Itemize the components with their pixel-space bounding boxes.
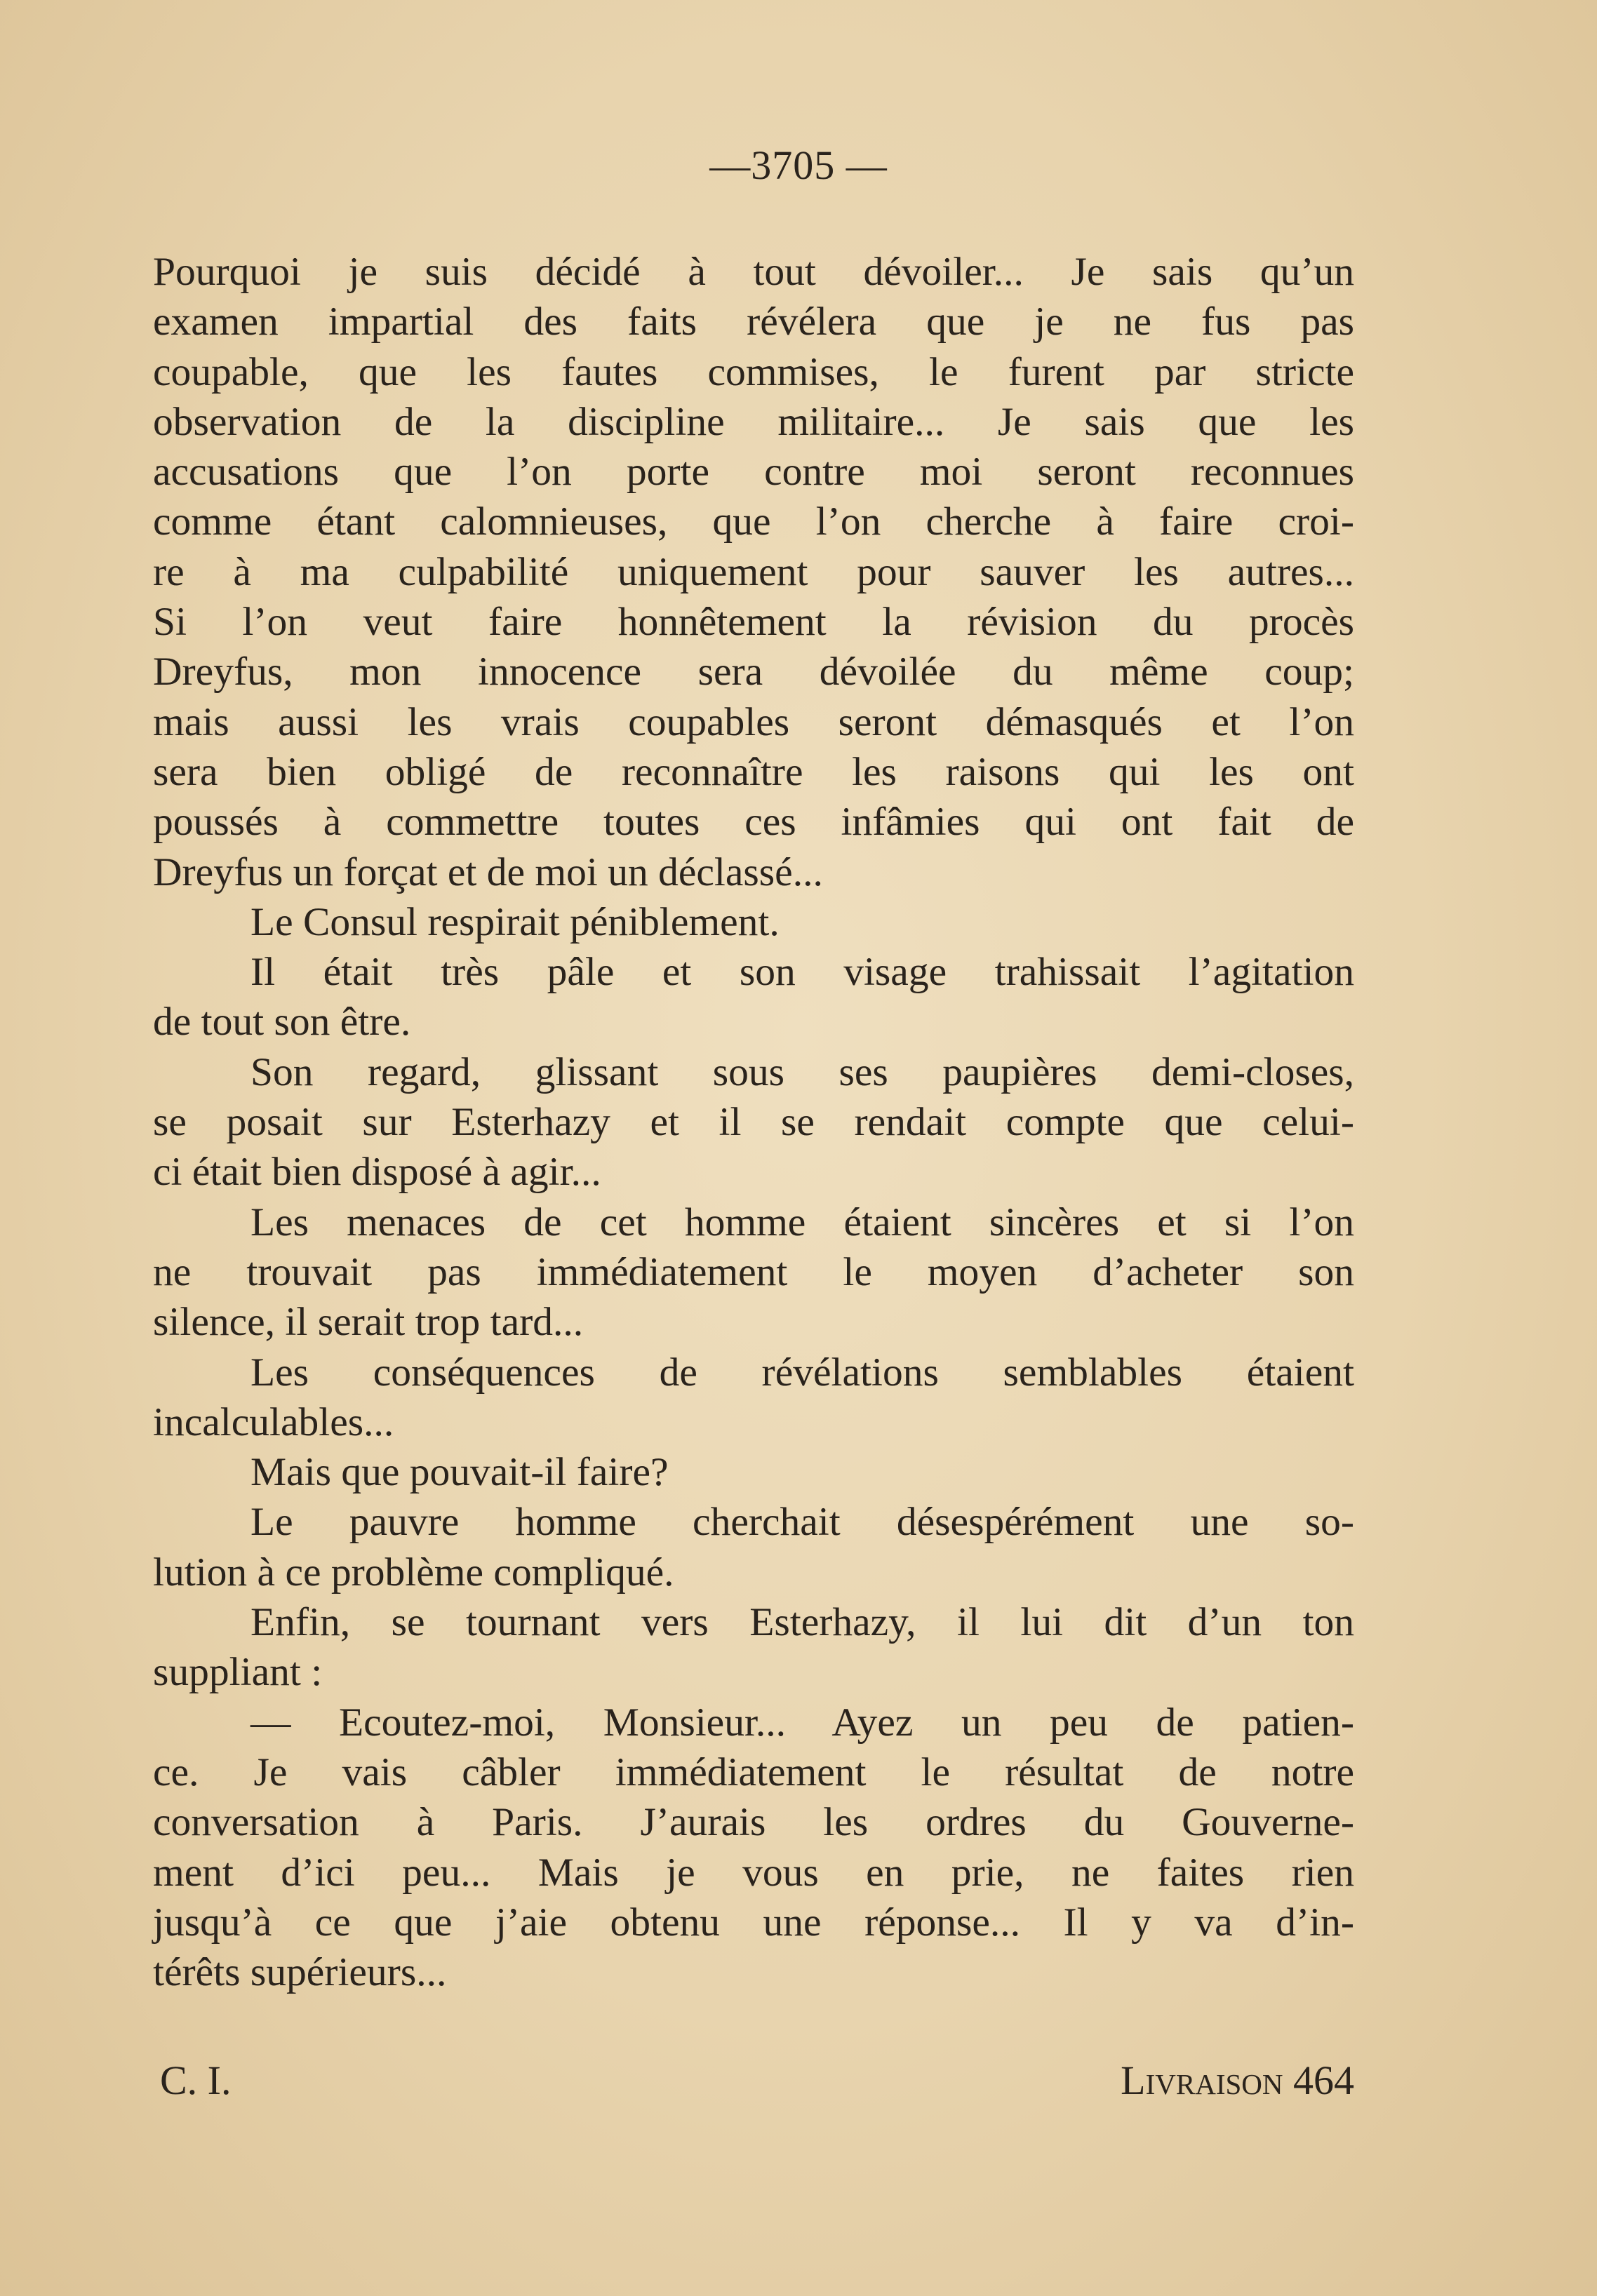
text-line: ne trouvait pas immédiatement le moyen d’acheter son	[153, 1249, 1354, 1294]
page-number: —3705 —	[709, 142, 888, 188]
paragraph	[153, 1197, 1354, 1348]
text-line: ment d’ici peu... Mais je vous en prie, ne faites rien	[153, 1850, 1354, 1895]
text-line: mais aussi les vrais coupables seront démasqués et l’on	[153, 699, 1354, 744]
paragraph	[153, 247, 1354, 897]
paragraph	[153, 947, 1354, 1047]
text-line: poussés à commettre toutes ces infâmies qui ont fait de	[153, 800, 1354, 845]
text-line: Les menaces de cet homme étaient sincères et si l’on	[250, 1200, 1354, 1244]
paragraph	[153, 1497, 1354, 1597]
text-line: silence, il serait trop tard...	[153, 1300, 584, 1345]
text-line: — Ecoutez-moi, Monsieur... Ayez un peu de patien-	[250, 1700, 1354, 1745]
text-line: se posait sur Esterhazy et il se rendait compte que celui-	[153, 1100, 1354, 1145]
text-line: re à ma culpabilité uniquement pour sauver les autres...	[153, 549, 1354, 594]
livraison-number: 464	[1293, 2057, 1354, 2103]
text-line: suppliant :	[153, 1650, 323, 1695]
paragraph	[153, 1348, 1354, 1448]
paragraph	[153, 1698, 1354, 1998]
paragraph	[153, 1597, 1354, 1698]
text-line: lution à ce problème compliqué.	[153, 1550, 674, 1595]
text-line: térêts supérieurs...	[153, 1950, 447, 1995]
text-line: jusqu’à ce que j’aie obtenu une réponse... Il y va d’in-	[153, 1900, 1354, 1945]
text-line: Mais que pouvait-il faire?	[250, 1450, 669, 1495]
text-line: comme étant calomnieuses, que l’on cherche à faire croi-	[153, 499, 1354, 544]
text-line: Dreyfus, mon innocence sera dévoilée du même coup;	[153, 650, 1354, 694]
paragraph	[153, 1047, 1354, 1197]
footer-signature: C. I.	[160, 2057, 232, 2103]
text-line: Dreyfus un forçat et de moi un déclassé...	[153, 850, 823, 894]
body-text	[153, 247, 1354, 1997]
text-line: coupable, que les fautes commises, le furent par stricte	[153, 349, 1354, 394]
text-line: Le Consul respirait péniblement.	[250, 899, 780, 944]
text-line: Son regard, glissant sous ses paupières demi-closes,	[250, 1049, 1354, 1094]
text-line: examen impartial des faits révélera que je ne fus pas	[153, 300, 1354, 344]
text-line: Les conséquences de révélations semblables étaient	[250, 1350, 1354, 1395]
text-line: Pourquoi je suis décidé à tout dévoiler... Je sais qu’un	[153, 250, 1354, 294]
text-line: sera bien obligé de reconnaître les raisons qui les ont	[153, 749, 1354, 794]
livraison-label: Livraison	[1121, 2057, 1283, 2103]
text-line: incalculables...	[153, 1399, 394, 1444]
text-line: de tout son être.	[153, 1000, 411, 1045]
paragraph	[153, 1447, 1354, 1497]
text-line: Il était très pâle et son visage trahissait l’agitation	[250, 950, 1354, 995]
text-line: conversation à Paris. J’aurais les ordres du Gouverne-	[153, 1800, 1354, 1845]
text-line: observation de la discipline militaire... Je sais que les	[153, 399, 1354, 444]
text-line: ce. Je vais câbler immédiatement le résultat de notre	[153, 1750, 1354, 1794]
footer-livraison	[1121, 2057, 1354, 2104]
text-line: ci était bien disposé à agir...	[153, 1150, 601, 1195]
text-line: Le pauvre homme cherchait désespérément une so-	[250, 1500, 1354, 1545]
text-line: accusations que l’on porte contre moi seront reconnues	[153, 450, 1354, 495]
paragraph	[153, 897, 1354, 947]
text-line: Si l’on veut faire honnêtement la révision du procès	[153, 600, 1354, 645]
text-line: Enfin, se tournant vers Esterhazy, il lui dit d’un ton	[250, 1600, 1354, 1645]
page-footer	[153, 2057, 1354, 2113]
